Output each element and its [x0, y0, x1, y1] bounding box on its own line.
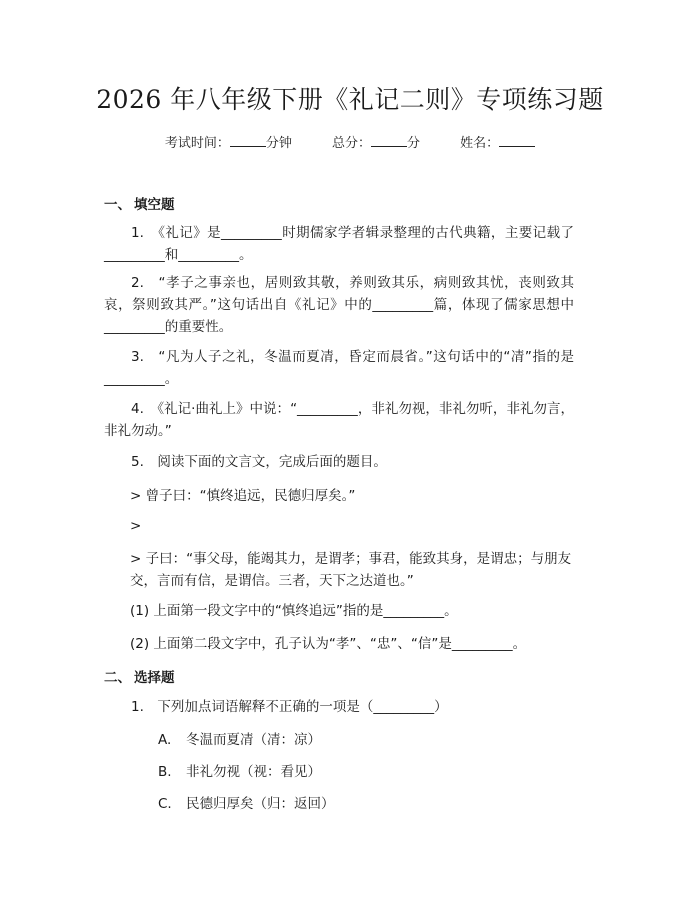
fill-question-4: 4. 《礼记·曲礼上》中说：“_________，非礼勿视，非礼勿听，非礼勿言，非礼勿动。” [104, 401, 574, 439]
quote-confucius: > 子曰：“事父母，能竭其力，是谓孝；事君，能致其身，是谓忠；与朋友交，言而有信，是谓信。三者，天下之达道也。” [130, 551, 572, 589]
score-label: 总分： [331, 136, 371, 151]
total-score [332, 136, 420, 151]
section-number: 二、 [104, 670, 131, 686]
fill-question-2: 2. “孝子之事亲也，居则致其敬，养则致其乐，病则致其忧，丧则致其哀，祭则致其严。”这句话出自《礼记》中的_________篇，体现了儒家思想中_________的重要性。 [104, 275, 574, 335]
exam-time [165, 136, 292, 151]
option-letter: C. [158, 796, 172, 812]
exam-meta [0, 132, 700, 151]
option-letter: A. [158, 732, 172, 748]
score-unit: 分 [407, 136, 421, 151]
option-text: 冬温而夏凊（凊：凉） [186, 732, 321, 748]
option-text: 民德归厚矣（归：返回） [186, 796, 335, 812]
choice-question-1: 1. 下列加点词语解释不正确的一项是（_________） [131, 699, 448, 715]
name-label: 姓名： [460, 136, 500, 151]
section-number: 一、 [104, 197, 131, 213]
section-fill-in-heading [104, 193, 175, 213]
quote-empty: > [130, 518, 142, 534]
fill-question-5: 5. 阅读下面的文言文，完成后面的题目。 [131, 454, 387, 470]
time-unit: 分钟 [265, 136, 292, 151]
option-a [158, 729, 321, 751]
sub-question-1: (1) 上面第一段文字中的“慎终追远”指的是_________。 [130, 603, 458, 619]
option-b [158, 761, 321, 783]
name-blank [499, 134, 535, 147]
sub-question-2: (2) 上面第二段文字中，孔子认为“孝”、“忠”、“信”是_________。 [130, 636, 527, 652]
quote-zengzi: > 曾子曰：“慎终追远，民德归厚矣。” [130, 488, 356, 504]
time-label: 考试时间： [164, 136, 230, 151]
page-title: 2026 年八年级下册《礼记二则》专项练习题 [96, 85, 604, 114]
score-blank [371, 134, 407, 147]
section-title: 选择题 [134, 670, 175, 686]
fill-question-1: 1. 《礼记》是_________时期儒家学者辑录整理的古代典籍，主要记载了_________和_________。 [104, 225, 574, 263]
time-blank [230, 134, 266, 147]
option-text: 非礼勿视（视：看见） [186, 764, 321, 780]
section-choice-heading [104, 666, 175, 686]
option-letter: B. [158, 764, 172, 780]
section-title: 填空题 [134, 197, 175, 213]
fill-question-3: 3. “凡为人子之礼，冬温而夏凊，昏定而晨省。”这句话中的“凊”指的是_________。 [104, 349, 574, 387]
student-name [460, 136, 535, 151]
option-c [158, 793, 335, 815]
